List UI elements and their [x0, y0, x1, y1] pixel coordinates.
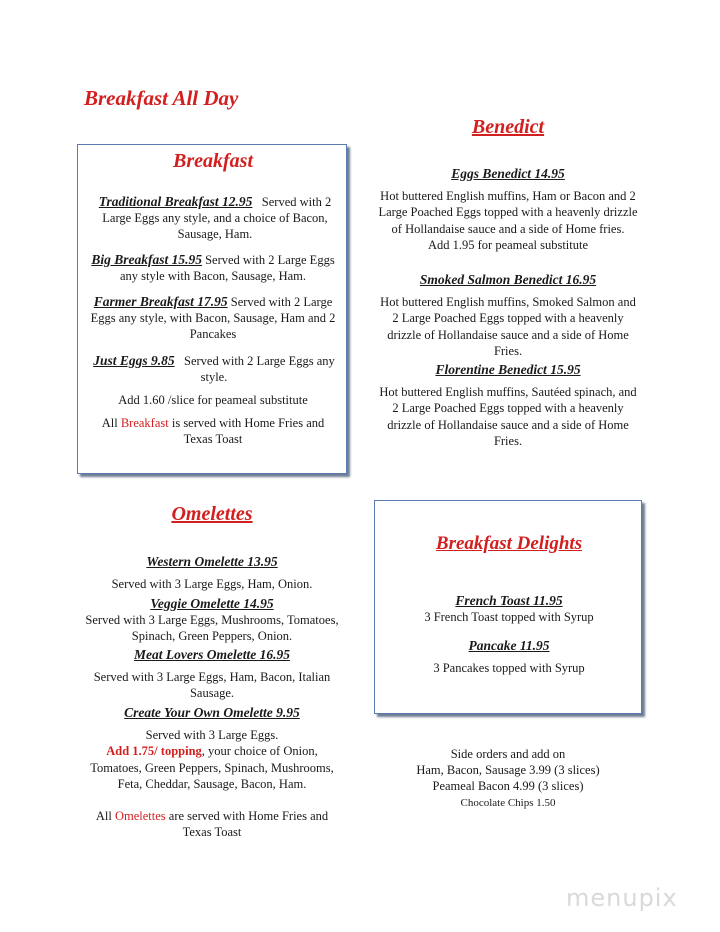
side-orders: [380, 746, 636, 811]
note-post: are served with Home Fries and Texas Toast: [168, 809, 329, 840]
item-desc: Served with 2 Large Eggs any style, and a choice of Bacon, Sausage, Ham.: [102, 195, 332, 242]
item-name: Meat Lovers Omelette 16.95: [134, 647, 290, 662]
breakfast-item-traditional: [88, 194, 342, 243]
item-desc: 3 Pancakes topped with Syrup: [433, 661, 585, 676]
benedict-item-eggs: [378, 166, 638, 253]
item-desc: 3 French Toast topped with Syrup: [424, 610, 594, 625]
item-name: Eggs Benedict 14.95: [451, 166, 565, 181]
item-desc: Served with 2 Large Eggs any style with Bacon, Sausage, Ham.: [119, 253, 335, 284]
omelette-item-meat-lovers: [84, 647, 340, 702]
topping-text: , your choice of Onion, Tomatoes, Green Peppers, Spinach, Mushrooms, Feta, Cheddar, Sausage, Bacon, Ham.: [90, 744, 334, 791]
item-desc: Served with 3 Large Eggs, Ham, Bacon, Italian Sausage.: [93, 670, 331, 701]
item-desc: Served with 3 Large Eggs, Ham, Onion.: [111, 577, 313, 592]
benedict-title: Benedict: [471, 116, 545, 138]
benedict-item-salmon: [378, 272, 638, 359]
delights-title: Breakfast Delights: [435, 533, 583, 554]
omelettes-title: Omelettes: [171, 503, 253, 525]
item-name: Western Omelette 13.95: [146, 554, 278, 569]
item-name: Just Eggs 9.85: [93, 353, 175, 368]
omelette-item-western: [84, 554, 340, 592]
item-name: Pancake 11.95: [468, 638, 550, 653]
item-name: Smoked Salmon Benedict 16.95: [419, 272, 597, 287]
side-orders-line: Ham, Bacon, Sausage 3.99 (3 slices): [416, 763, 600, 778]
item-extra: Add 1.95 for peameal substitute: [427, 237, 589, 252]
omelettes-served-note: [84, 808, 340, 840]
watermark: menupix: [566, 884, 678, 912]
note-highlight: Omelettes: [114, 809, 166, 823]
omelette-item-veggie: [84, 596, 340, 645]
side-orders-line: Chocolate Chips 1.50: [460, 796, 556, 809]
breakfast-section: [77, 144, 347, 474]
note-post: is served with Home Fries and Texas Toast: [171, 416, 325, 447]
item-name: Veggie Omelette 14.95: [150, 596, 274, 611]
breakfast-title: Breakfast: [173, 150, 253, 172]
item-desc: Served with 3 Large Eggs, Mushrooms, Tomatoes, Spinach, Green Peppers, Onion.: [85, 613, 339, 644]
item-name: Create Your Own Omelette 9.95: [124, 705, 300, 720]
item-name: Farmer Breakfast 17.95: [93, 294, 228, 309]
omelette-item-create-your-own: [82, 705, 342, 792]
benedict-item-florentine: [378, 362, 638, 449]
item-name: Florentine Benedict 15.95: [435, 362, 581, 377]
page-title: Breakfast All Day: [84, 86, 239, 110]
item-name: French Toast 11.95: [455, 593, 563, 608]
item-desc: Served with 2 Large Eggs any style.: [184, 354, 335, 385]
side-orders-heading: Side orders and add on: [450, 747, 566, 761]
topping-desc: [82, 743, 342, 792]
breakfast-delights-section: [374, 500, 642, 714]
item-desc: Served with 3 Large Eggs.: [145, 728, 279, 743]
item-name: Big Breakfast 15.95: [91, 252, 202, 267]
breakfast-item-big: [84, 252, 342, 284]
note-pre: All: [95, 809, 112, 823]
breakfast-item-just-eggs: [86, 353, 342, 385]
side-orders-line: Peameal Bacon 4.99 (3 slices): [432, 779, 584, 794]
breakfast-item-farmer: [84, 294, 342, 343]
item-desc: Hot buttered English muffins, Smoked Salmon and 2 Large Poached Eggs topped with a heavenly drizzle of Hollandaise sauce and a side of Home Fries.: [380, 295, 636, 358]
item-name: Traditional Breakfast 12.95: [98, 194, 253, 209]
delights-item-french-toast: [379, 593, 639, 625]
item-desc: Hot buttered English muffins, Sautéed spinach, and 2 Large Poached Eggs topped with a heavenly drizzle of Hollandaise sauce and a side of Home Fries.: [379, 385, 637, 448]
note-highlight: Breakfast: [120, 416, 169, 430]
delights-item-pancake: [379, 638, 639, 676]
item-desc: Served with 2 Large Eggs any style, with Bacon, Sausage, Ham and 2 Pancakes: [90, 295, 336, 342]
breakfast-served-note: [88, 415, 338, 447]
item-desc: Hot buttered English muffins, Ham or Bacon and 2 Large Poached Eggs topped with a heavenly drizzle of Hollandaise sauce and a side of Home fries.: [378, 189, 638, 236]
breakfast-peameal-note: Add 1.60 /slice for peameal substitute: [118, 393, 308, 407]
note-pre: All: [101, 416, 118, 430]
topping-label: Add 1.75/ topping: [106, 744, 202, 759]
